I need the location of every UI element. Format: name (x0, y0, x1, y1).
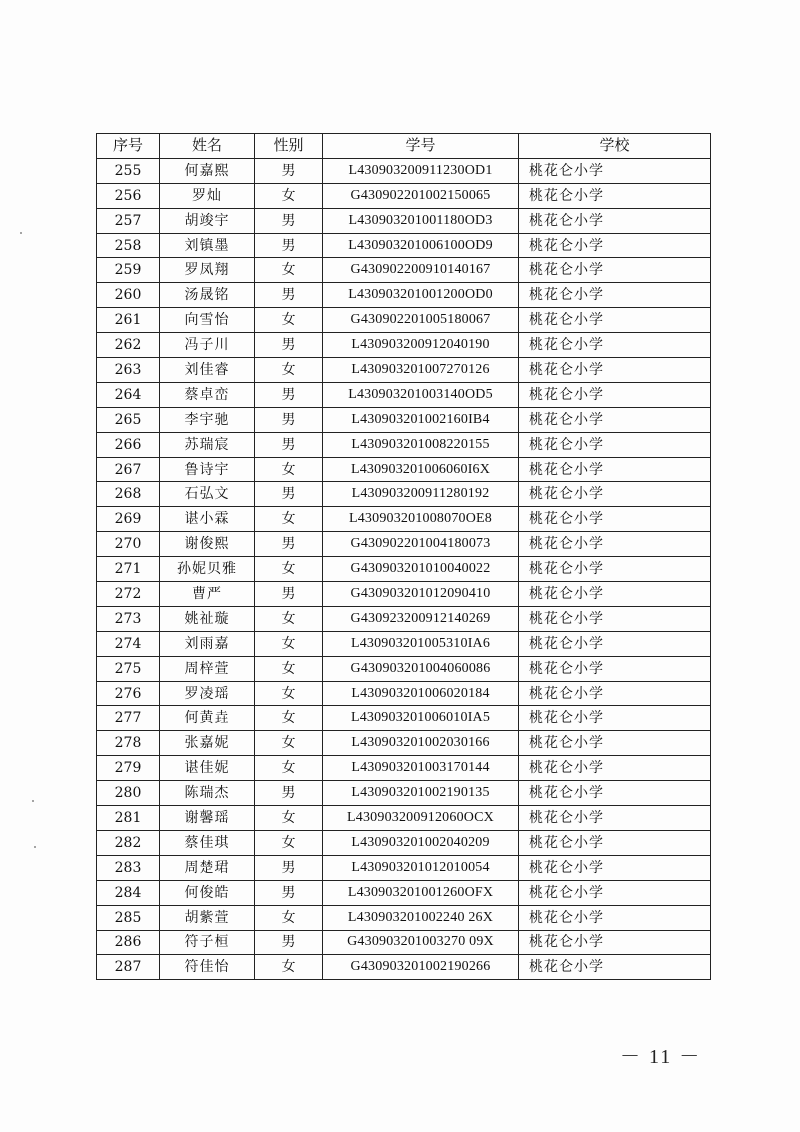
cell-gender: 女 (255, 457, 323, 482)
cell-seq: 281 (97, 806, 160, 831)
cell-student-id: G430903201004060086 (323, 656, 519, 681)
cell-name: 向雪怡 (160, 308, 255, 333)
cell-student-id: L430903201002190135 (323, 781, 519, 806)
cell-school: 桃花仑小学 (519, 781, 711, 806)
cell-name: 周楚珺 (160, 855, 255, 880)
table-row (97, 158, 711, 183)
cell-seq: 278 (97, 731, 160, 756)
cell-name: 刘雨嘉 (160, 631, 255, 656)
cell-gender: 女 (255, 557, 323, 582)
cell-gender: 男 (255, 382, 323, 407)
cell-student-id: L430903201003140OD5 (323, 382, 519, 407)
cell-school: 桃花仑小学 (519, 308, 711, 333)
cell-seq: 283 (97, 855, 160, 880)
cell-school: 桃花仑小学 (519, 507, 711, 532)
table-row (97, 382, 711, 407)
cell-student-id: G430902201004180073 (323, 532, 519, 557)
cell-seq: 277 (97, 706, 160, 731)
cell-student-id: G430903201003270 09X (323, 930, 519, 955)
table-row (97, 656, 711, 681)
cell-name: 冯子川 (160, 333, 255, 358)
cell-student-id: G430902201005180067 (323, 308, 519, 333)
cell-school: 桃花仑小学 (519, 606, 711, 631)
table-row (97, 756, 711, 781)
cell-seq: 270 (97, 532, 160, 557)
cell-student-id: L430903201003170144 (323, 756, 519, 781)
cell-school: 桃花仑小学 (519, 905, 711, 930)
table-row (97, 631, 711, 656)
cell-gender: 女 (255, 183, 323, 208)
cell-student-id: L430903200912040190 (323, 333, 519, 358)
cell-name: 曹严 (160, 582, 255, 607)
cell-student-id: L430903201001180OD3 (323, 208, 519, 233)
cell-name: 刘镇墨 (160, 233, 255, 258)
cell-gender: 男 (255, 855, 323, 880)
cell-gender: 女 (255, 681, 323, 706)
cell-seq: 267 (97, 457, 160, 482)
cell-gender: 男 (255, 432, 323, 457)
cell-student-id: L430903201002240 26X (323, 905, 519, 930)
table-row (97, 432, 711, 457)
table-row (97, 407, 711, 432)
table-row (97, 706, 711, 731)
cell-student-id: G430902201002150065 (323, 183, 519, 208)
table-row (97, 283, 711, 308)
table-row (97, 855, 711, 880)
cell-gender: 女 (255, 706, 323, 731)
cell-seq: 279 (97, 756, 160, 781)
cell-seq: 258 (97, 233, 160, 258)
cell-gender: 男 (255, 582, 323, 607)
cell-school: 桃花仑小学 (519, 158, 711, 183)
cell-name: 周梓萱 (160, 656, 255, 681)
cell-student-id: L430903201006060I6X (323, 457, 519, 482)
cell-name: 汤晟铭 (160, 283, 255, 308)
cell-name: 胡紫萱 (160, 905, 255, 930)
cell-school: 桃花仑小学 (519, 930, 711, 955)
cell-name: 鲁诗宇 (160, 457, 255, 482)
cell-name: 张嘉妮 (160, 731, 255, 756)
cell-school: 桃花仑小学 (519, 880, 711, 905)
table-row (97, 955, 711, 980)
table-row (97, 457, 711, 482)
cell-school: 桃花仑小学 (519, 208, 711, 233)
cell-name: 符佳怡 (160, 955, 255, 980)
table-row (97, 681, 711, 706)
cell-school: 桃花仑小学 (519, 830, 711, 855)
cell-seq: 257 (97, 208, 160, 233)
cell-name: 蔡佳琪 (160, 830, 255, 855)
cell-name: 刘佳睿 (160, 358, 255, 383)
cell-gender: 女 (255, 258, 323, 283)
cell-seq: 260 (97, 283, 160, 308)
cell-student-id: L430903201006100OD9 (323, 233, 519, 258)
cell-seq: 261 (97, 308, 160, 333)
cell-seq: 275 (97, 656, 160, 681)
cell-gender: 男 (255, 283, 323, 308)
cell-student-id: L430903201006020184 (323, 681, 519, 706)
cell-gender: 女 (255, 830, 323, 855)
table-row (97, 308, 711, 333)
scan-speck (34, 846, 36, 848)
cell-student-id: G430903201010040022 (323, 557, 519, 582)
table-row (97, 507, 711, 532)
cell-school: 桃花仑小学 (519, 557, 711, 582)
table-row (97, 806, 711, 831)
page-number: － 11 － (620, 1046, 702, 1068)
table-body (97, 158, 711, 979)
cell-school: 桃花仑小学 (519, 482, 711, 507)
cell-name: 胡竣宇 (160, 208, 255, 233)
cell-student-id: L430903201008070OE8 (323, 507, 519, 532)
table-row (97, 532, 711, 557)
cell-student-id: L430903201006010IA5 (323, 706, 519, 731)
header-school: 学校 (519, 134, 711, 159)
cell-gender: 女 (255, 756, 323, 781)
cell-gender: 男 (255, 407, 323, 432)
table-row (97, 258, 711, 283)
cell-student-id: G430902200910140167 (323, 258, 519, 283)
cell-school: 桃花仑小学 (519, 333, 711, 358)
cell-seq: 282 (97, 830, 160, 855)
cell-school: 桃花仑小学 (519, 532, 711, 557)
table-row (97, 183, 711, 208)
table-row (97, 358, 711, 383)
scan-speck (20, 232, 22, 234)
cell-seq: 259 (97, 258, 160, 283)
cell-student-id: L430903201002040209 (323, 830, 519, 855)
cell-student-id: L430903201007270126 (323, 358, 519, 383)
cell-student-id: L430903201002160IB4 (323, 407, 519, 432)
cell-student-id: L430903201005310IA6 (323, 631, 519, 656)
cell-name: 罗凌瑶 (160, 681, 255, 706)
cell-seq: 265 (97, 407, 160, 432)
cell-school: 桃花仑小学 (519, 756, 711, 781)
cell-school: 桃花仑小学 (519, 955, 711, 980)
cell-school: 桃花仑小学 (519, 183, 711, 208)
cell-seq: 268 (97, 482, 160, 507)
cell-name: 谢馨瑶 (160, 806, 255, 831)
cell-student-id: L430903200911280192 (323, 482, 519, 507)
cell-gender: 女 (255, 731, 323, 756)
cell-gender: 女 (255, 806, 323, 831)
cell-gender: 男 (255, 532, 323, 557)
student-roster-table (96, 133, 711, 980)
cell-name: 谢俊熙 (160, 532, 255, 557)
cell-school: 桃花仑小学 (519, 358, 711, 383)
cell-student-id: L430903200911230OD1 (323, 158, 519, 183)
cell-student-id: L430903201008220155 (323, 432, 519, 457)
cell-gender: 男 (255, 233, 323, 258)
cell-school: 桃花仑小学 (519, 432, 711, 457)
cell-seq: 276 (97, 681, 160, 706)
cell-school: 桃花仑小学 (519, 806, 711, 831)
cell-student-id: L430903201012010054 (323, 855, 519, 880)
table-row (97, 830, 711, 855)
cell-student-id: G430923200912140269 (323, 606, 519, 631)
cell-name: 孙妮贝雅 (160, 557, 255, 582)
cell-name: 石弘文 (160, 482, 255, 507)
cell-school: 桃花仑小学 (519, 382, 711, 407)
cell-gender: 女 (255, 656, 323, 681)
cell-gender: 女 (255, 308, 323, 333)
cell-name: 苏瑞宸 (160, 432, 255, 457)
header-gender: 性别 (255, 134, 323, 159)
cell-school: 桃花仑小学 (519, 407, 711, 432)
table-row (97, 880, 711, 905)
cell-school: 桃花仑小学 (519, 233, 711, 258)
cell-student-id: L430903200912060OCX (323, 806, 519, 831)
table-header-row (97, 134, 711, 159)
cell-seq: 271 (97, 557, 160, 582)
cell-name: 姚祉璇 (160, 606, 255, 631)
cell-seq: 284 (97, 880, 160, 905)
cell-name: 何黄垚 (160, 706, 255, 731)
cell-seq: 269 (97, 507, 160, 532)
cell-seq: 287 (97, 955, 160, 980)
cell-school: 桃花仑小学 (519, 631, 711, 656)
table-row (97, 606, 711, 631)
table-row (97, 582, 711, 607)
cell-student-id: G430903201002190266 (323, 955, 519, 980)
cell-gender: 男 (255, 930, 323, 955)
cell-gender: 女 (255, 631, 323, 656)
table-row (97, 557, 711, 582)
cell-student-id: G430903201012090410 (323, 582, 519, 607)
cell-student-id: L430903201002030166 (323, 731, 519, 756)
cell-name: 罗灿 (160, 183, 255, 208)
cell-seq: 266 (97, 432, 160, 457)
cell-name: 何俊皓 (160, 880, 255, 905)
cell-seq: 274 (97, 631, 160, 656)
table-row (97, 731, 711, 756)
cell-gender: 男 (255, 781, 323, 806)
cell-school: 桃花仑小学 (519, 283, 711, 308)
table-row (97, 905, 711, 930)
cell-seq: 273 (97, 606, 160, 631)
cell-school: 桃花仑小学 (519, 855, 711, 880)
scan-speck (32, 800, 34, 802)
cell-student-id: L430903201001200OD0 (323, 283, 519, 308)
cell-name: 罗凤翔 (160, 258, 255, 283)
table-row (97, 482, 711, 507)
cell-seq: 255 (97, 158, 160, 183)
table-row (97, 930, 711, 955)
cell-name: 李宇驰 (160, 407, 255, 432)
cell-name: 陈瑞杰 (160, 781, 255, 806)
cell-name: 谌小霖 (160, 507, 255, 532)
cell-seq: 263 (97, 358, 160, 383)
cell-seq: 264 (97, 382, 160, 407)
header-name: 姓名 (160, 134, 255, 159)
cell-school: 桃花仑小学 (519, 457, 711, 482)
cell-seq: 256 (97, 183, 160, 208)
cell-gender: 男 (255, 158, 323, 183)
header-seq: 序号 (97, 134, 160, 159)
cell-gender: 女 (255, 358, 323, 383)
header-student-id: 学号 (323, 134, 519, 159)
cell-name: 谌佳妮 (160, 756, 255, 781)
cell-seq: 262 (97, 333, 160, 358)
cell-seq: 285 (97, 905, 160, 930)
cell-school: 桃花仑小学 (519, 706, 711, 731)
cell-gender: 女 (255, 606, 323, 631)
cell-gender: 男 (255, 482, 323, 507)
table-row (97, 781, 711, 806)
cell-gender: 男 (255, 333, 323, 358)
cell-name: 何嘉熙 (160, 158, 255, 183)
cell-school: 桃花仑小学 (519, 582, 711, 607)
cell-gender: 女 (255, 905, 323, 930)
table-row (97, 333, 711, 358)
cell-school: 桃花仑小学 (519, 258, 711, 283)
cell-seq: 272 (97, 582, 160, 607)
cell-gender: 女 (255, 955, 323, 980)
cell-gender: 女 (255, 507, 323, 532)
cell-school: 桃花仑小学 (519, 731, 711, 756)
cell-seq: 286 (97, 930, 160, 955)
cell-gender: 男 (255, 880, 323, 905)
cell-school: 桃花仑小学 (519, 656, 711, 681)
cell-name: 蔡卓峦 (160, 382, 255, 407)
table-row (97, 233, 711, 258)
cell-school: 桃花仑小学 (519, 681, 711, 706)
cell-gender: 男 (255, 208, 323, 233)
cell-student-id: L430903201001260OFX (323, 880, 519, 905)
table-row (97, 208, 711, 233)
cell-name: 符子桓 (160, 930, 255, 955)
cell-seq: 280 (97, 781, 160, 806)
